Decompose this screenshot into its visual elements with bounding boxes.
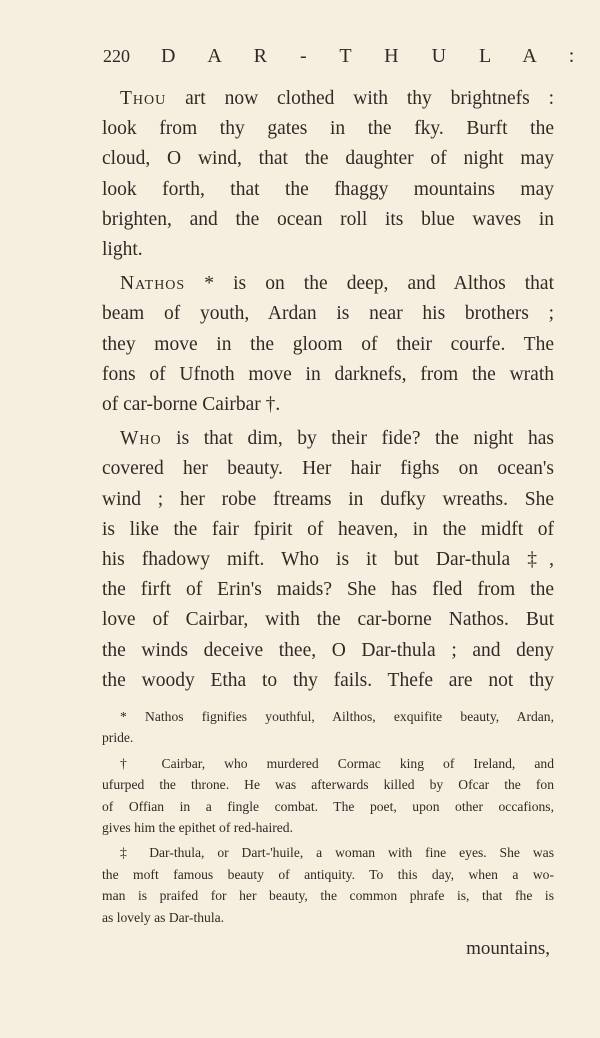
footnote-line: * Nathos fignifies youthful, Ailthos, exquifite beauty, Ardan, xyxy=(120,709,554,724)
footnote-line: gives him the epithet of red-haired. xyxy=(102,820,294,836)
text-line: beam of youth, Ardan is near his brothers ; xyxy=(102,303,554,325)
footnote xyxy=(102,842,554,928)
footnote xyxy=(102,706,554,749)
text-line: the winds deceive thee, O Dar-thula ; and deny xyxy=(102,639,554,661)
footnote xyxy=(102,753,554,839)
footnote-line: the moft famous beauty of antiquity. To this day, when a wo- xyxy=(102,866,554,882)
small-caps-word: Who xyxy=(120,428,162,450)
small-caps-word: Nathos xyxy=(120,273,186,295)
text-line: look from thy gates in the fky. Burft the xyxy=(102,118,554,140)
paragraph xyxy=(102,269,554,420)
line-text: is that dim, by their fide? the night has xyxy=(161,428,554,450)
text-line: light. xyxy=(102,239,143,261)
footnotes xyxy=(102,706,554,932)
text-line: fons of Ufnoth move in darknefs, from the wrath xyxy=(102,363,554,385)
paragraph xyxy=(102,424,554,696)
text-line: look forth, that the fhaggy mountains may xyxy=(102,178,554,200)
footnote-line: pride. xyxy=(102,730,134,746)
text-line: they move in the gloom of their courfe. The xyxy=(102,333,554,355)
running-title: D A R - T H U L A : xyxy=(161,45,589,67)
text-line xyxy=(102,424,554,454)
text-line: cloud, O wind, that the daughter of night may xyxy=(102,148,554,170)
line-text: * is on the deep, and Althos that xyxy=(185,273,554,295)
text-line: brighten, and the ocean roll its blue waves in xyxy=(102,208,554,230)
small-caps-word: Thou xyxy=(120,88,167,109)
footnote-line: man is praifed for her beauty, the common phrafe is, that fhe is xyxy=(102,888,554,904)
text-line: the firft of Erin's maids? She has fled from the xyxy=(102,579,554,601)
text-line: of car-borne Cairbar †. xyxy=(102,394,281,416)
text-line: his fhadowy mift. Who is it but Dar-thula ‡, xyxy=(102,549,554,571)
text-line: is like the fair fpirit of heaven, in the midft of xyxy=(102,518,554,540)
line-text: art now clothed with thy brightnefs : xyxy=(166,88,554,109)
text-line: love of Cairbar, with the car-borne Nathos. But xyxy=(102,609,554,631)
catchword: mountains, xyxy=(466,938,550,959)
text-line: covered her beauty. Her hair fighs on ocean's xyxy=(102,458,554,480)
main-text xyxy=(102,84,554,700)
footnote-line: as lovely as Dar-thula. xyxy=(102,909,225,925)
running-head xyxy=(103,45,588,68)
text-line: wind ; her robe ftreams in dufky wreaths. She xyxy=(102,488,554,510)
paragraph xyxy=(102,84,554,265)
footnote-line: ‡ Dar-thula, or Dart-'huile, a woman with fine eyes. She was xyxy=(120,845,554,861)
text-line: the woody Etha to thy fails. Thefe are not thy xyxy=(102,669,554,691)
text-line xyxy=(102,84,554,114)
footnote-line: of Offian in a fingle combat. The poet, upon other occafions, xyxy=(102,798,554,814)
page-number: 220 xyxy=(103,46,130,66)
text-line xyxy=(102,269,554,299)
footnote-line: † Cairbar, who murdered Cormac king of Ireland, and xyxy=(120,755,554,771)
footnote-line: ufurped the throne. He was afterwards killed by Ofcar the fon xyxy=(102,777,554,793)
